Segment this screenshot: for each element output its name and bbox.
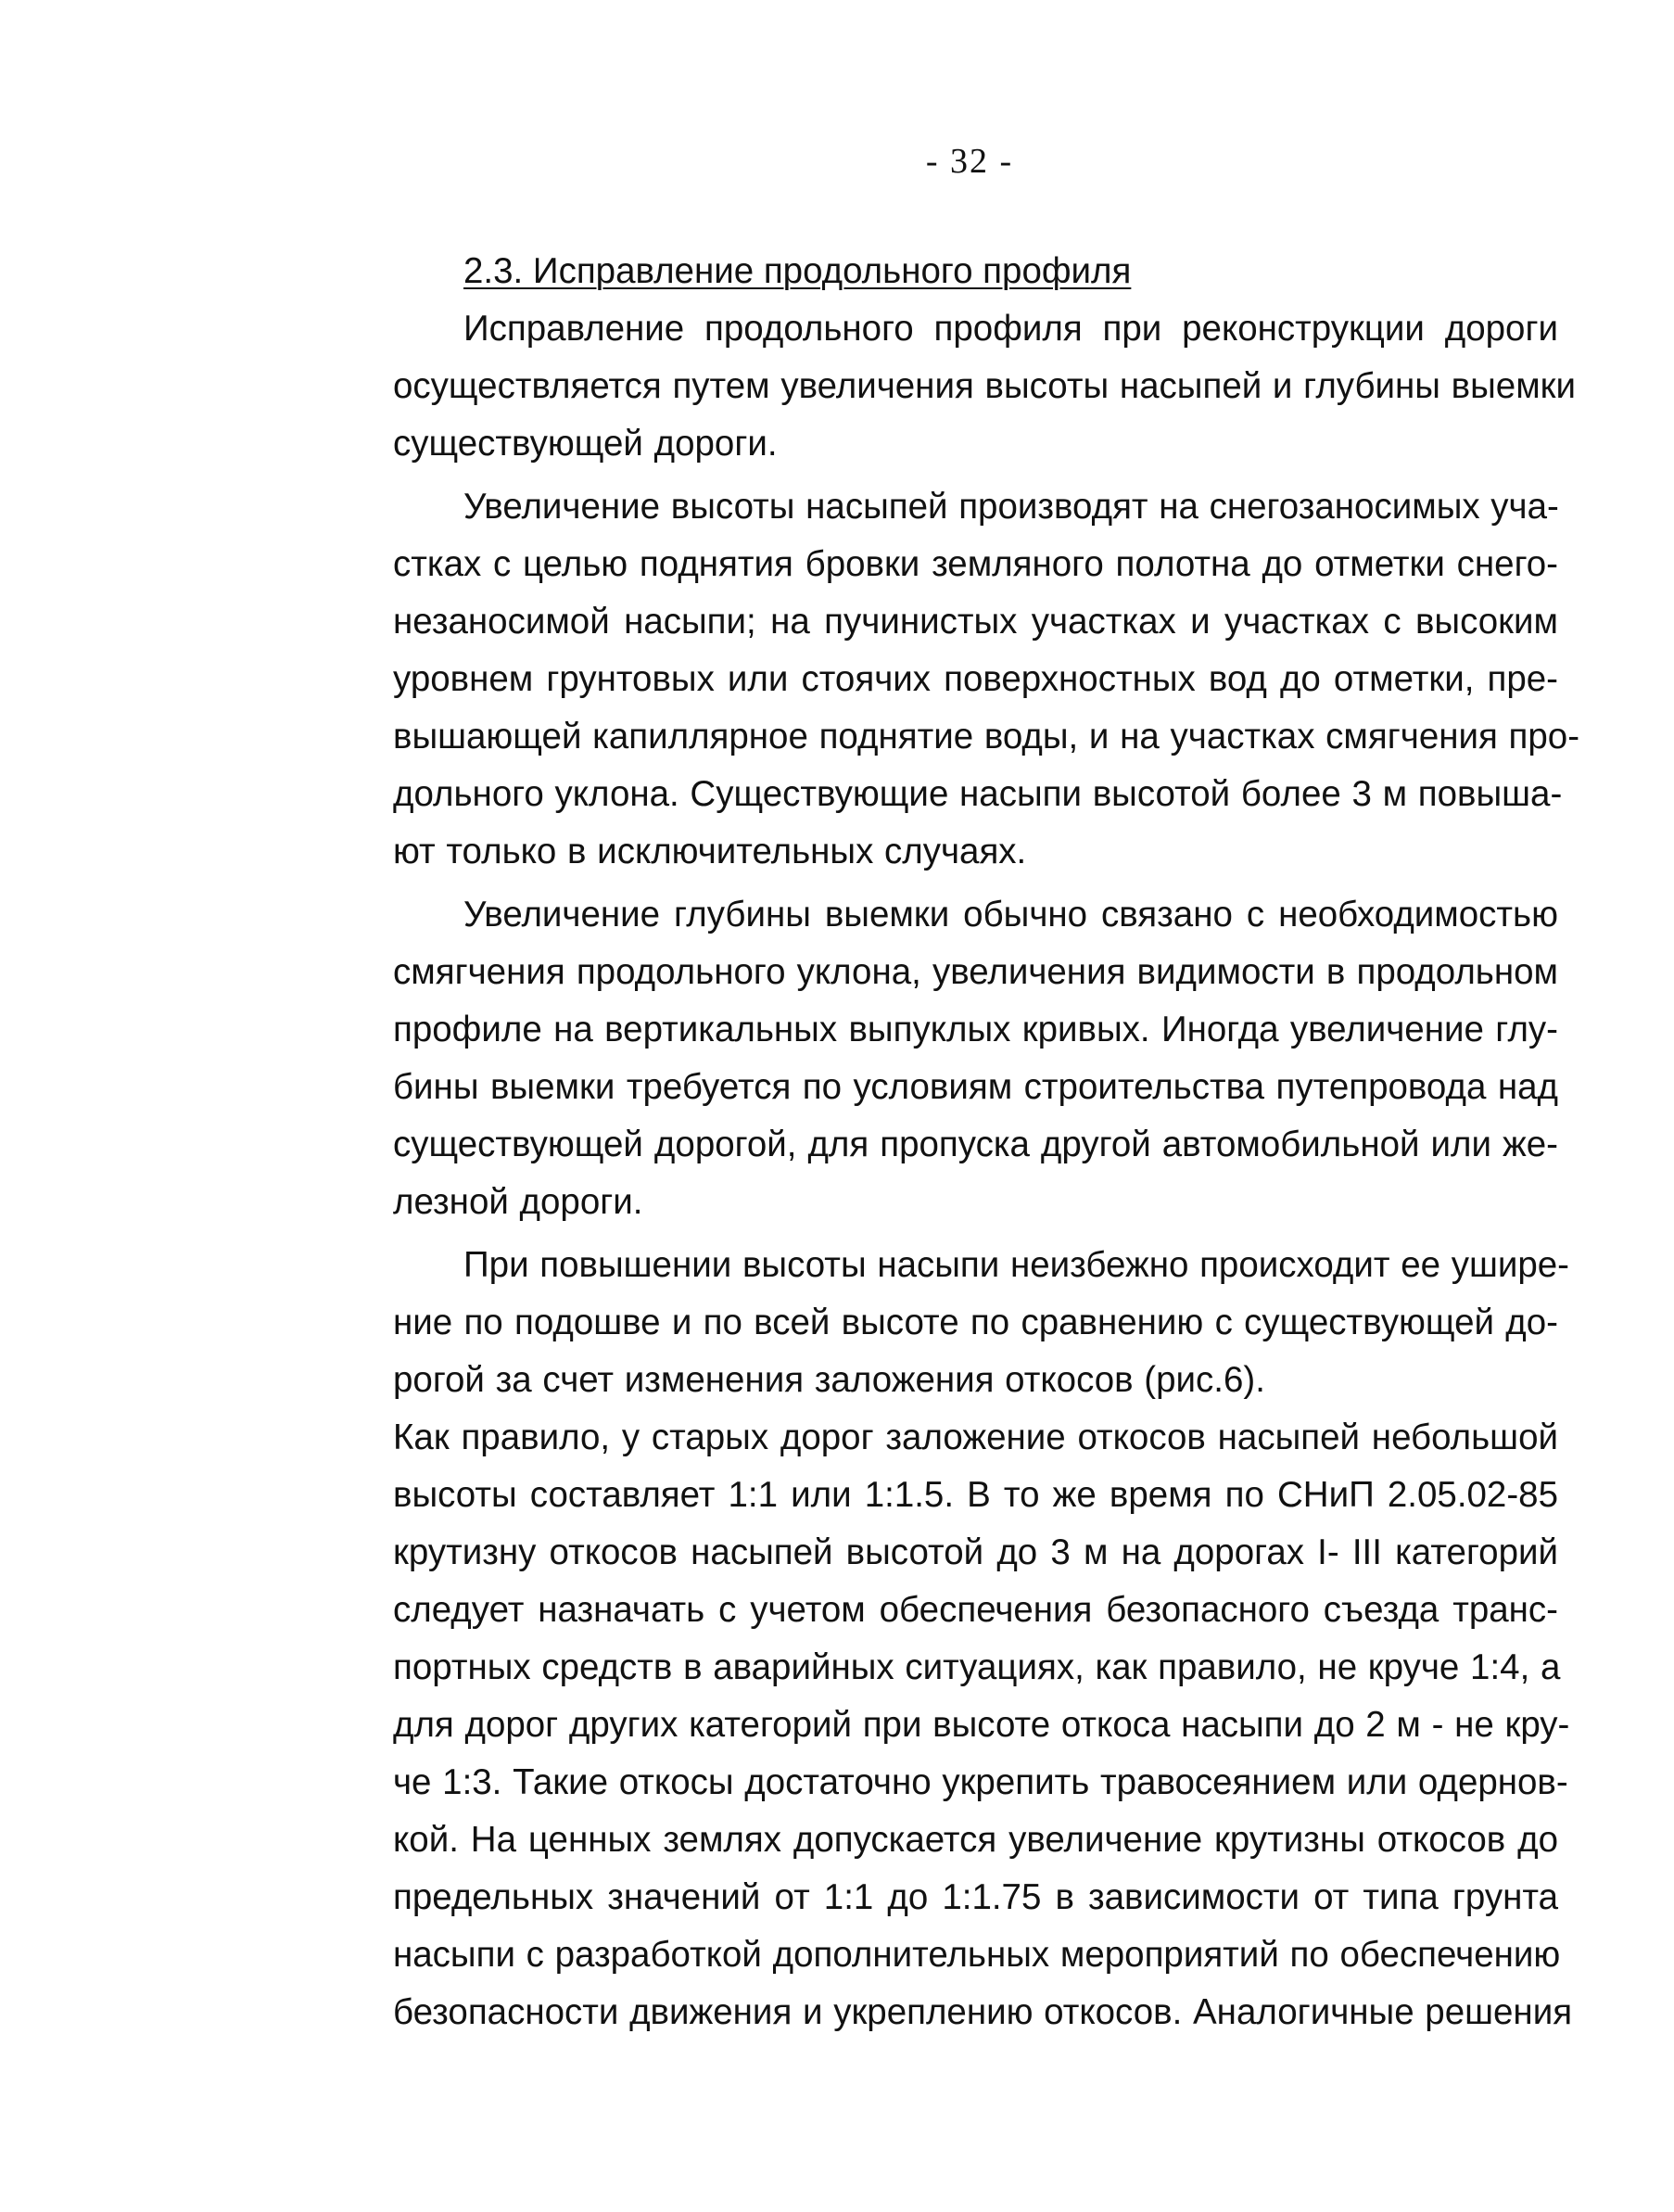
text-line: уровнем грунтовых или стоячих поверхностных вод до отметки, пре- [393, 659, 1558, 699]
text-line: бины выемки требуется по условиям строительства путепровода над [393, 1067, 1558, 1107]
text-line: При повышении высоты насыпи неизбежно происходит ее ушире- [463, 1245, 1569, 1285]
text-line: высоты составляет 1:1 или 1:1.5. В то же время по СНиП 2.05.02-85 [393, 1475, 1558, 1515]
text-line: вышающей капиллярное поднятие воды, и на участках смягчения про- [393, 717, 1580, 756]
text-line: осуществляется путем увеличения высоты насыпей и глубины выемки [393, 366, 1577, 406]
text-line: лезной дороги. [393, 1182, 643, 1222]
text-line: Исправление продольного профиля при реконструкции дороги [463, 309, 1558, 349]
paragraph [393, 300, 1577, 473]
text-line: следует назначать с учетом обеспечения безопасного съезда транс- [393, 1590, 1558, 1630]
text-line: незаносимой насыпи; на пучинистых участках и участках с высоким [393, 602, 1558, 642]
text-line: насыпи с разработкой дополнительных мероприятий по обеспечению [393, 1935, 1561, 1975]
text-line: че 1:3. Такие откосы достаточно укрепить травосеянием или одернов- [393, 1762, 1568, 1802]
text-line: предельных значений от 1:1 до 1:1.75 в зависимости от типа грунта [393, 1877, 1558, 1917]
text-line: дольного уклона. Существующие насыпи высотой более 3 м повыша- [393, 774, 1563, 814]
text-line: ют только в исключительных случаях. [393, 832, 1027, 871]
text-line: кой. На ценных землях допускается увеличение крутизны откосов до [393, 1820, 1558, 1860]
text-line: существующей дорогой, для пропуска другой автомобильной или же- [393, 1125, 1558, 1164]
paragraph [393, 478, 1580, 881]
paragraph [393, 1409, 1573, 2041]
text-line: стках с целью поднятия бровки земляного полотна до отметки снего- [393, 544, 1558, 584]
document-body [393, 243, 1580, 2041]
text-line: Как правило, у старых дорог заложение откосов насыпей небольшой [393, 1417, 1558, 1457]
paragraph [393, 886, 1558, 1231]
text-line: безопасности движения и укреплению откосов. Аналогичные решения [393, 1992, 1573, 2032]
text-line: рогой за счет изменения заложения откосов (рис.6). [393, 1360, 1265, 1400]
text-line: существующей дороги. [393, 424, 778, 464]
text-line: Увеличение высоты насыпей производят на снегозаносимых уча- [463, 487, 1559, 527]
paragraph [393, 1237, 1569, 1409]
text-line: смягчения продольного уклона, увеличения видимости в продольном [393, 952, 1558, 992]
text-line: для дорог других категорий при высоте откоса насыпи до 2 м - не кру- [393, 1705, 1570, 1745]
text-line: портных средств в аварийных ситуациях, как правило, не круче 1:4, а [393, 1647, 1561, 1687]
text-line: ние по подошве и по всей высоте по сравнению с существующей до- [393, 1303, 1558, 1342]
text-line: Увеличение глубины выемки обычно связано с необходимостью [463, 895, 1558, 934]
section-heading: 2.3. Исправление продольного профиля [463, 251, 1132, 291]
text-line: крутизну откосов насыпей высотой до 3 м на дорогах I- III категорий [393, 1532, 1558, 1572]
page-number: - 32 - [925, 142, 1014, 181]
text-line: профиле на вертикальных выпуклых кривых. Иногда увеличение глу- [393, 1010, 1558, 1049]
